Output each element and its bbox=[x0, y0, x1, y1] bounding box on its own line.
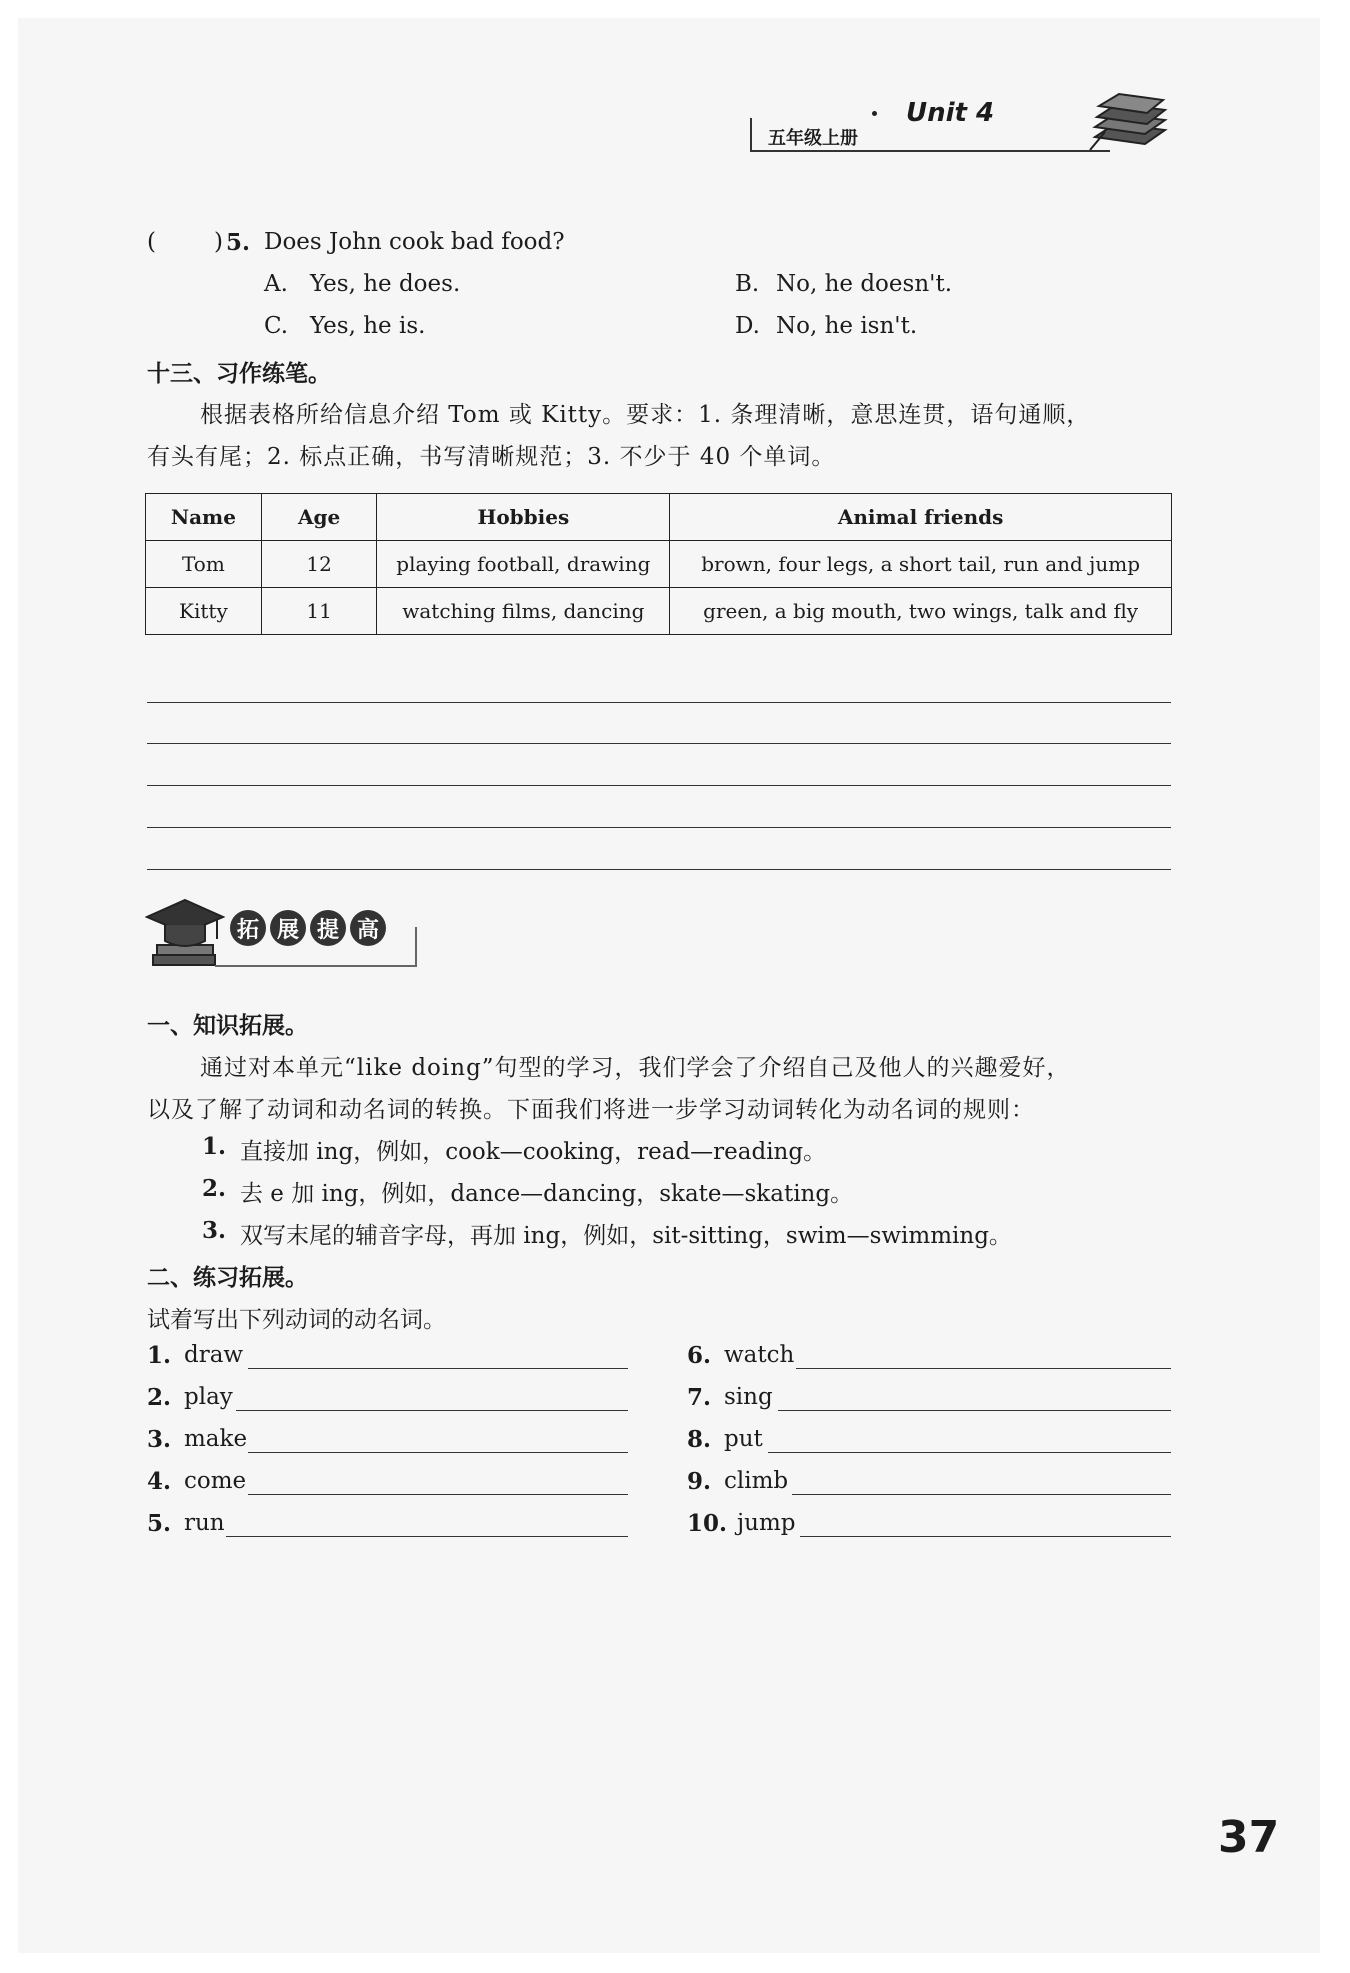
answer-blank[interactable] bbox=[248, 1494, 628, 1495]
option-d-text: No, he isn't. bbox=[776, 313, 918, 339]
banner-char: 展 bbox=[270, 910, 306, 946]
exercise-word: watch bbox=[724, 1342, 795, 1368]
table-cell: Tom bbox=[146, 541, 262, 588]
table-row bbox=[146, 588, 1172, 635]
writing-line[interactable] bbox=[147, 785, 1171, 786]
graduation-cap-icon bbox=[145, 895, 225, 970]
exercise-word: run bbox=[184, 1510, 225, 1536]
exercise-word: make bbox=[184, 1426, 248, 1452]
grade-label: 五年级上册 bbox=[768, 128, 858, 149]
header-rule bbox=[750, 150, 1110, 152]
rule-number: 2. bbox=[202, 1175, 227, 1202]
option-d-letter: D. bbox=[735, 313, 760, 339]
banner-title bbox=[230, 910, 386, 946]
table-cell: playing football, drawing bbox=[377, 541, 670, 588]
header-dot bbox=[872, 111, 877, 116]
table-header: Age bbox=[261, 494, 377, 541]
answer-blank[interactable] bbox=[796, 1368, 1171, 1369]
option-c-letter: C. bbox=[264, 313, 289, 339]
table-cell: brown, four legs, a short tail, run and jump bbox=[670, 541, 1172, 588]
part2-instruction: 试着写出下列动词的动名词。 bbox=[147, 1307, 446, 1333]
exercise-number: 7. bbox=[687, 1384, 712, 1411]
exercise-word: sing bbox=[724, 1384, 773, 1410]
books-icon bbox=[1085, 82, 1170, 154]
banner-char: 提 bbox=[310, 910, 346, 946]
exercise-word: come bbox=[184, 1468, 247, 1494]
section13-title: 十三、习作练笔。 bbox=[147, 361, 331, 387]
answer-blank[interactable] bbox=[236, 1410, 628, 1411]
page-background bbox=[18, 18, 1320, 1953]
question-text: Does John cook bad food? bbox=[264, 229, 565, 255]
unit-label: Unit 4 bbox=[906, 98, 995, 128]
header-divider bbox=[750, 118, 752, 152]
rule-number: 3. bbox=[202, 1217, 227, 1244]
part1-title: 一、知识拓展。 bbox=[147, 1013, 308, 1039]
exercise-number: 6. bbox=[687, 1342, 712, 1369]
exercise-number: 10. bbox=[687, 1510, 728, 1537]
option-b-text: No, he doesn't. bbox=[776, 271, 953, 297]
exercise-number: 5. bbox=[147, 1510, 172, 1537]
table-cell: 12 bbox=[261, 541, 377, 588]
answer-blank[interactable] bbox=[792, 1494, 1171, 1495]
exercise-word: jump bbox=[737, 1510, 796, 1536]
exercise-number: 3. bbox=[147, 1426, 172, 1453]
table-header: Hobbies bbox=[377, 494, 670, 541]
table-header: Animal friends bbox=[670, 494, 1172, 541]
answer-blank[interactable] bbox=[226, 1536, 628, 1537]
banner-char: 高 bbox=[350, 910, 386, 946]
answer-paren-open: ( bbox=[147, 229, 156, 255]
rule-text: 去 e 加 ing，例如，dance—dancing，skate—skating。 bbox=[240, 1181, 854, 1207]
exercise-number: 9. bbox=[687, 1468, 712, 1495]
table-row bbox=[146, 541, 1172, 588]
option-b-letter: B. bbox=[735, 271, 760, 297]
table-header: Name bbox=[146, 494, 262, 541]
option-a-letter: A. bbox=[264, 271, 288, 297]
exercise-word: play bbox=[184, 1384, 233, 1410]
section13-instruction-line2: 有头有尾；2. 标点正确，书写清晰规范；3. 不少于 40 个单词。 bbox=[147, 444, 836, 470]
question-number: 5. bbox=[226, 229, 251, 256]
part1-intro-line2: 以及了解了动词和动名词的转换。下面我们将进一步学习动词转化为动名词的规则： bbox=[147, 1097, 1035, 1123]
answer-blank[interactable] bbox=[248, 1452, 628, 1453]
info-table bbox=[145, 493, 1172, 635]
rule-text: 双写末尾的辅音字母，再加 ing，例如，sit-sitting，swim—swimming。 bbox=[240, 1223, 1012, 1249]
exercise-word: draw bbox=[184, 1342, 244, 1368]
table-header-row bbox=[146, 494, 1172, 541]
writing-line[interactable] bbox=[147, 743, 1171, 744]
option-a-text: Yes, he does. bbox=[310, 271, 461, 297]
table-cell: Kitty bbox=[146, 588, 262, 635]
exercise-word: put bbox=[724, 1426, 763, 1452]
writing-line[interactable] bbox=[147, 702, 1171, 703]
exercise-number: 4. bbox=[147, 1468, 172, 1495]
writing-line[interactable] bbox=[147, 827, 1171, 828]
answer-blank[interactable] bbox=[248, 1368, 628, 1369]
section13-instruction-line1: 根据表格所给信息介绍 Tom 或 Kitty。要求：1. 条理清晰，意思连贯，语句通顺， bbox=[200, 402, 1091, 428]
writing-line[interactable] bbox=[147, 869, 1171, 870]
exercise-number: 8. bbox=[687, 1426, 712, 1453]
exercise-number: 1. bbox=[147, 1342, 172, 1369]
rule-number: 1. bbox=[202, 1133, 227, 1160]
answer-blank[interactable] bbox=[778, 1410, 1171, 1411]
exercise-word: climb bbox=[724, 1468, 789, 1494]
option-c-text: Yes, he is. bbox=[310, 313, 426, 339]
exercise-number: 2. bbox=[147, 1384, 172, 1411]
answer-paren-close: ) bbox=[214, 229, 223, 255]
rule-text: 直接加 ing，例如，cook—cooking，read—reading。 bbox=[240, 1139, 827, 1165]
table-cell: green, a big mouth, two wings, talk and fly bbox=[670, 588, 1172, 635]
table-cell: 11 bbox=[261, 588, 377, 635]
answer-blank[interactable] bbox=[768, 1452, 1171, 1453]
part2-title: 二、练习拓展。 bbox=[147, 1265, 308, 1291]
banner-char: 拓 bbox=[230, 910, 266, 946]
page-number: 37 bbox=[1218, 1812, 1280, 1863]
answer-blank[interactable] bbox=[800, 1536, 1171, 1537]
table-cell: watching films, dancing bbox=[377, 588, 670, 635]
part1-intro-line1: 通过对本单元“like doing”句型的学习，我们学会了介绍自己及他人的兴趣爱好， bbox=[200, 1055, 1071, 1081]
